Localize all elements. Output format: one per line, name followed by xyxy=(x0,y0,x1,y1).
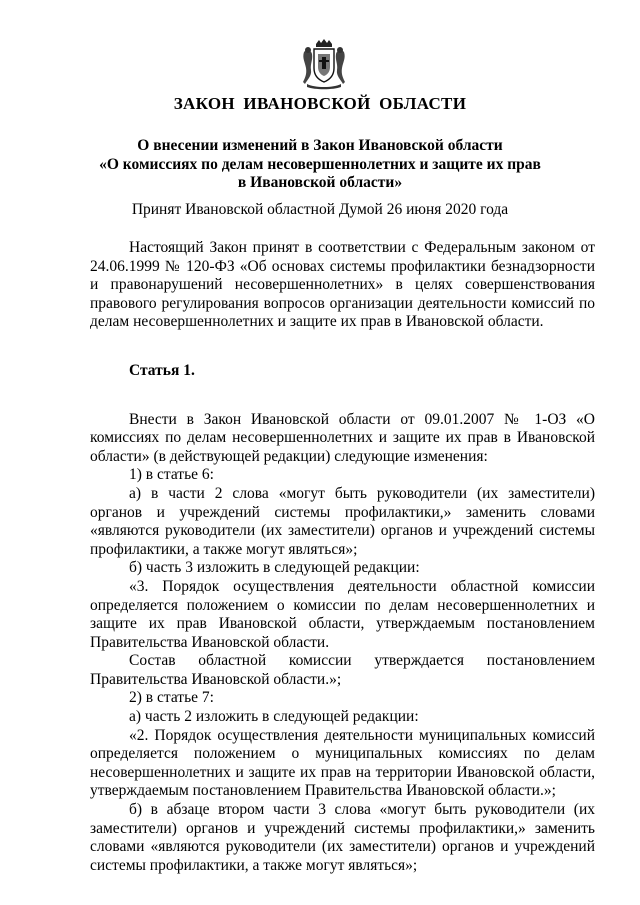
body-paragraph: «3. Порядок осуществления деятельности областной комиссии определяется положением о комиссии по делам несовершеннолетних и защите их прав Ивановской области, утверждаемым постановлением Правительства Ивановской области. xyxy=(90,577,595,651)
body-paragraph: 2) в статье 7: xyxy=(129,689,214,707)
subtitle-line: «О комиссиях по делам несовершеннолетних и защите их прав xyxy=(99,155,541,173)
law-subtitle xyxy=(80,137,560,193)
body-paragraph: Внести в Закон Ивановской области от 09.01.2007 № 1-ОЗ «О комиссиях по делам несовершеннолетних и защите их прав в Ивановской области» (в действующей редакции) следующие изменения: xyxy=(90,410,595,465)
adoption-statement: Принят Ивановской областной Думой 26 июня 2020 года xyxy=(131,201,509,218)
article-heading: Статья 1. xyxy=(129,361,195,379)
body-paragraph: 1) в статье 6: xyxy=(129,466,214,484)
body-paragraph: Состав областной комиссии утверждается постановлением Правительства Ивановской области.»; xyxy=(90,652,595,688)
body-paragraph: а) часть 2 изложить в следующей редакции: xyxy=(129,708,419,726)
document-body xyxy=(90,239,595,875)
preamble-paragraph: Настоящий Закон принят в соответствии с Федеральным законом от 24.06.1999 № 120-ФЗ «Об основах системы профилактики безнадзорности и правонарушений несовершеннолетних» в целях совершенствования правового регулирования вопросов организации деятельности комиссий по делам несовершеннолетних и защите их прав в Ивановской области. xyxy=(90,239,595,331)
subtitle-line: в Ивановской области» xyxy=(237,174,403,192)
body-paragraph: б) часть 3 изложить в следующей редакции: xyxy=(129,559,420,577)
body-paragraph: а) в части 2 слова «могут быть руководители (их заместители) органов и учреждений системы профилактики,» заменить словами «являются руководители (их заместители) органов и учреждений системы профилактики, а также могут являться»; xyxy=(90,484,595,558)
coat-of-arms-icon xyxy=(301,38,347,90)
subtitle-line: О внесении изменений в Закон Ивановской области xyxy=(137,137,503,154)
law-title: ЗАКОН ИВАНОВСКОЙ ОБЛАСТИ xyxy=(173,94,467,113)
body-paragraph: б) в абзаце втором части 3 слова «могут быть руководители (их заместители) органов и учреждений системы профилактики,» заменить словами «являются руководители (их заместители) органов и учреждений системы профилактики, а также могут являться»; xyxy=(90,801,595,874)
body-paragraph: «2. Порядок осуществления деятельности муниципальных комиссий определяется положением о муниципальных комиссиях по делам несовершеннолетних и защите их прав на территории Ивановской области, утверждаемым постановлением Правительства Ивановской области.»; xyxy=(90,726,595,800)
